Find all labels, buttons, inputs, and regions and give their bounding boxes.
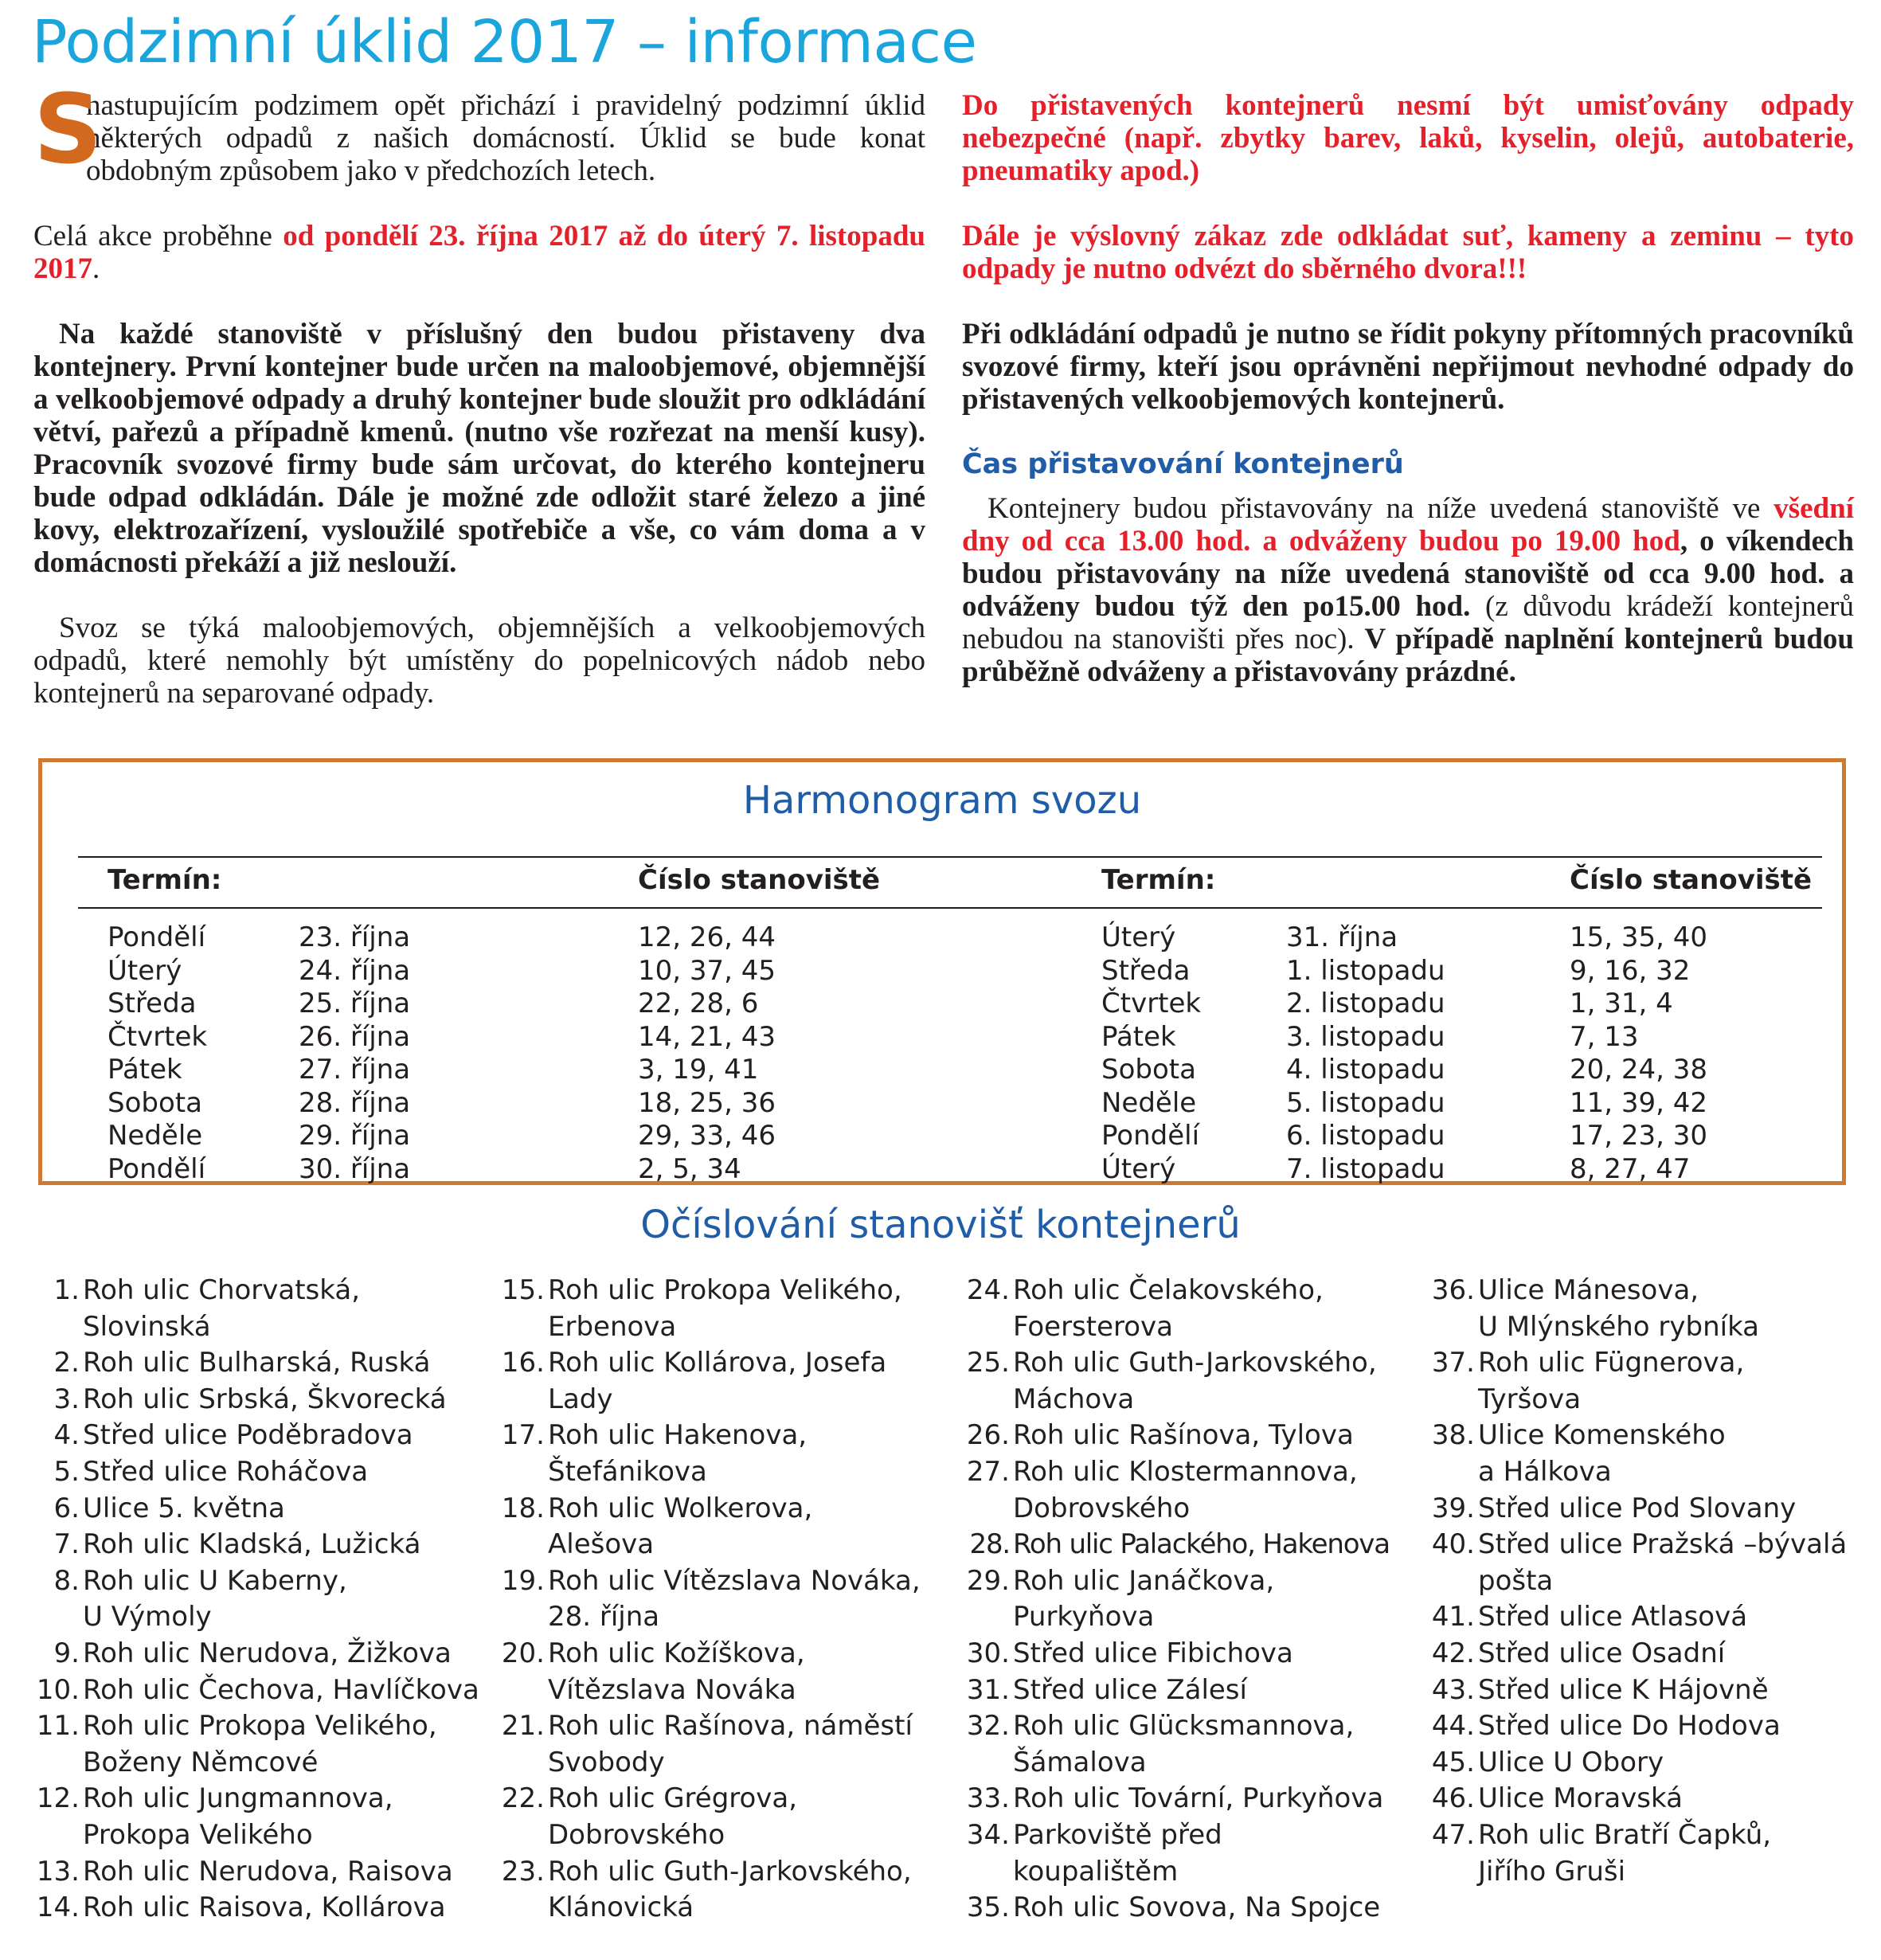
schedule-sites: 7, 13 (1570, 1020, 1639, 1053)
location-line: Ulice Moravská (1478, 1782, 1683, 1815)
location-line: Roh ulic Grégrova, (548, 1782, 798, 1815)
location-item (500, 1345, 921, 1418)
location-item (35, 1708, 479, 1781)
schedule-day: Pátek (1101, 1020, 1176, 1053)
location-line: Roh ulic Čelakovského, (1013, 1274, 1324, 1306)
schedule-sites: 8, 27, 47 (1570, 1152, 1691, 1185)
location-item (965, 1527, 1390, 1563)
schedule-day: Středa (108, 988, 197, 1019)
location-line: Roh ulic Čechova, Havlíčkova (83, 1673, 479, 1706)
location-item (35, 1345, 479, 1382)
location-number: 26. (966, 1419, 1010, 1452)
location-number: 21. (501, 1710, 545, 1743)
location-line: Roh ulic Jungmannova, (83, 1782, 393, 1815)
location-line: Roh ulic Bratří Čapků, (1478, 1818, 1772, 1851)
location-item (35, 1563, 479, 1636)
schedule-date: 4. listopadu (1286, 1054, 1445, 1086)
location-item (500, 1636, 921, 1708)
schedule-date: 28. října (299, 1086, 411, 1119)
location-number: 29. (966, 1564, 1010, 1597)
schedule-left-sites (638, 921, 776, 1186)
location-line: Jiřího Gruši (1478, 1855, 1626, 1888)
location-number: 46. (1431, 1782, 1475, 1815)
dates-suffix: . (92, 252, 100, 285)
location-line: Střed ulice Pražská –bývalá (1478, 1528, 1848, 1561)
schedule-day: Pondělí (108, 1152, 206, 1185)
schedule-date: 24. října (299, 954, 411, 987)
location-item (1430, 1418, 1847, 1490)
locations-column-2 (500, 1273, 921, 1927)
location-line: U Výmoly (83, 1601, 212, 1633)
location-number: 28. (969, 1528, 1010, 1561)
location-number: 16. (501, 1347, 545, 1379)
dates-prefix: Celá akce proběhne (33, 220, 284, 252)
staff-paragraph: Při odkládání odpadů je nutno se řídit pokyny přítomných pracovníků svozové firmy, kteří jsou oprávněni nepřijmout nevhodné odpady do přistavených velkoobjemových kontejnerů. (962, 318, 1854, 416)
location-number: 22. (501, 1782, 545, 1815)
location-line: Střed ulice Atlasová (1478, 1601, 1748, 1633)
location-item (500, 1781, 921, 1853)
schedule-day: Neděle (108, 1120, 203, 1152)
location-number: 14. (36, 1892, 80, 1924)
drop-cap: S (33, 75, 103, 186)
schedule-sites: 12, 26, 44 (638, 921, 776, 953)
location-line: Dobrovského (548, 1818, 725, 1851)
location-line: Purkyňova (1013, 1601, 1155, 1633)
location-line: Roh ulic Fügnerova, (1478, 1347, 1745, 1379)
schedule-day: Neděle (1101, 1086, 1197, 1119)
schedule-date: 7. listopadu (1286, 1152, 1445, 1185)
location-item (965, 1708, 1390, 1781)
location-line: Prokopa Velikého (83, 1818, 313, 1851)
intro-paragraph (33, 75, 925, 187)
containers-paragraph: Na každé stanoviště v příslušný den budou přistaveny dva kontejnery. První kontejner bude určen na maloobjemové, objemnější a velkoobjemové odpady a druhý kontejner bude sloužit pro odkládání větví, pařezů a případně kmenů. (nutno vše rozřezat na menší kusy). Pracovník svozové firmy bude sám určovat, do kterého kontejneru bude odpad odkládán. Dále je možné zde odložit staré železo a jiné kovy, elektrozařízení, vysloužilé spotřebiče a vše, co vám doma a v domácnosti překáží a již neslouží. (33, 318, 925, 579)
schedule-right-dates (1286, 921, 1445, 1186)
schedule-date: 6. listopadu (1286, 1120, 1445, 1152)
schedule-day: Pondělí (108, 921, 206, 953)
rubble-warning: Dále je výslovný zákaz zde odkládat suť, kameny a zeminu – tyto odpady je nutno odvézt do sběrného dvora!!! (962, 220, 1854, 285)
schedule-sites: 11, 39, 42 (1570, 1086, 1708, 1119)
location-line: Střed ulice Osadní (1478, 1637, 1726, 1669)
location-item (500, 1563, 921, 1636)
location-item (35, 1672, 479, 1709)
location-line: Roh ulic Chorvatská, (83, 1274, 361, 1306)
location-line: Roh ulic Kožíškova, (548, 1637, 805, 1669)
schedule-sites: 17, 23, 30 (1570, 1120, 1708, 1152)
location-line: Roh ulic Glücksmannova, (1013, 1710, 1355, 1743)
location-line: Svobody (548, 1746, 665, 1778)
location-item (965, 1345, 1390, 1418)
schedule-rule-top (78, 856, 1822, 858)
schedule-day: Sobota (108, 1086, 202, 1119)
location-item (965, 1817, 1390, 1890)
location-line: Roh ulic Raisova, Kollárova (83, 1892, 446, 1924)
location-number: 9. (53, 1637, 80, 1669)
dates-highlight: od pondělí 23. října 2017 až do úterý 7. listopadu 2017 (33, 220, 925, 285)
times-heading: Čas přistavování kontejnerů (962, 448, 1404, 480)
location-item (1430, 1273, 1847, 1345)
location-item (500, 1708, 921, 1781)
location-line: Máchova (1013, 1383, 1135, 1415)
location-line: Erbenova (548, 1310, 677, 1343)
location-line: Střed ulice Zálesí (1013, 1673, 1247, 1706)
location-item (965, 1890, 1390, 1927)
right-column (962, 89, 1854, 721)
schedule-date: 27. října (299, 1054, 411, 1086)
schedule-title: Harmonogram svozu (742, 778, 1142, 823)
location-item (35, 1527, 479, 1563)
location-item (35, 1854, 479, 1891)
location-line: Roh ulic Prokopa Velikého, (548, 1274, 902, 1306)
locations-column-1 (35, 1273, 479, 1927)
schedule-day: Sobota (1101, 1054, 1196, 1086)
location-line: a Hálkova (1478, 1455, 1612, 1488)
location-item (965, 1418, 1390, 1454)
schedule-date: 3. listopadu (1286, 1020, 1445, 1053)
times-paragraph (962, 492, 1854, 688)
schedule-sites: 20, 24, 38 (1570, 1054, 1708, 1086)
schedule-sites: 15, 35, 40 (1570, 921, 1708, 953)
location-number: 38. (1431, 1419, 1475, 1452)
location-line: Roh ulic Nerudova, Žižkova (83, 1637, 452, 1669)
location-number: 18. (501, 1492, 545, 1524)
location-line: Lady (548, 1383, 613, 1415)
location-item (1430, 1345, 1847, 1418)
location-line: Roh ulic Hakenova, (548, 1419, 808, 1452)
location-number: 8. (53, 1564, 80, 1597)
location-item (500, 1491, 921, 1563)
schedule-sites: 18, 25, 36 (638, 1086, 776, 1119)
location-item (35, 1636, 479, 1672)
location-number: 34. (966, 1818, 1010, 1851)
location-number: 20. (501, 1637, 545, 1669)
location-line: Roh ulic Srbská, Škvorecká (83, 1383, 447, 1415)
location-line: Střed ulice Do Hodova (1478, 1710, 1781, 1743)
schedule-left-dates (299, 921, 410, 1186)
location-number: 42. (1431, 1637, 1475, 1669)
location-number: 12. (36, 1782, 80, 1815)
location-line: Roh ulic Kladská, Lužická (83, 1528, 421, 1561)
location-line: Slovinská (83, 1310, 211, 1343)
location-item (1430, 1636, 1847, 1672)
location-number: 33. (966, 1782, 1010, 1815)
times-full-note: V případě naplnění kontejnerů budou průběžně odváženy a přistavovány prázdné. (962, 623, 1854, 688)
location-number: 32. (966, 1710, 1010, 1743)
location-number: 36. (1431, 1274, 1475, 1306)
location-line: Střed ulice Pod Slovany (1478, 1492, 1797, 1524)
schedule-date: 25. října (299, 988, 411, 1019)
schedule-sites: 1, 31, 4 (1570, 988, 1673, 1019)
location-item (500, 1854, 921, 1927)
schedule-date: 23. října (299, 921, 411, 953)
location-item (965, 1781, 1390, 1817)
location-number: 37. (1431, 1347, 1475, 1379)
location-number: 23. (501, 1855, 545, 1888)
location-number: 2. (53, 1347, 80, 1379)
location-number: 4. (53, 1419, 80, 1452)
schedule-date: 26. října (299, 1020, 411, 1053)
schedule-day: Čtvrtek (108, 1020, 208, 1053)
location-line: Roh ulic Rašínova, Tylova (1013, 1419, 1354, 1452)
location-number: 15. (501, 1274, 545, 1306)
location-number: 30. (966, 1637, 1010, 1669)
location-line: Roh ulic Bulharská, Ruská (83, 1347, 431, 1379)
schedule-header-term-right: Termín: (1101, 864, 1216, 896)
schedule-day: Pondělí (1101, 1120, 1200, 1152)
locations-title: Očíslování stanovišť kontejnerů (640, 1203, 1241, 1247)
schedule-date: 30. října (299, 1152, 411, 1185)
schedule-day: Čtvrtek (1101, 988, 1202, 1019)
location-line: Parkoviště před (1013, 1818, 1222, 1851)
location-item (500, 1273, 921, 1345)
location-number: 27. (966, 1455, 1010, 1488)
page-title: Podzimní úklid 2017 – informace (32, 8, 977, 76)
location-line: Roh ulic Nerudova, Raisova (83, 1855, 453, 1888)
location-number: 25. (966, 1347, 1010, 1379)
location-item (965, 1636, 1390, 1672)
location-number: 35. (966, 1892, 1010, 1924)
location-number: 44. (1431, 1710, 1475, 1743)
location-line: Roh ulic Guth-Jarkovského, (548, 1855, 912, 1888)
schedule-sites: 29, 33, 46 (638, 1120, 776, 1152)
schedule-rule-bottom (78, 907, 1822, 909)
location-line: U Mlýnského rybníka (1478, 1310, 1760, 1343)
location-line: Roh ulic Wolkerova, (548, 1492, 813, 1524)
location-item (35, 1491, 479, 1528)
location-number: 10. (36, 1673, 80, 1706)
schedule-sites: 9, 16, 32 (1570, 954, 1691, 987)
location-item (35, 1418, 479, 1454)
location-line: Alešova (548, 1528, 655, 1561)
left-column (33, 75, 925, 742)
location-item (1430, 1745, 1847, 1782)
schedule-left-days (108, 921, 207, 1186)
schedule-day: Úterý (108, 954, 182, 987)
schedule-right-days (1101, 921, 1201, 1186)
locations-column-4 (1430, 1273, 1847, 1890)
location-line: Střed ulice Fibichova (1013, 1637, 1293, 1669)
location-item (1430, 1817, 1847, 1890)
location-number: 5. (53, 1455, 80, 1488)
location-number: 13. (36, 1855, 80, 1888)
intro-text: nastupujícím podzimem opět přichází i pravidelný podzimní úklid některých odpadů z našich domácností. Úklid se bude konat obdobným způsobem jako v předchozích letech. (86, 89, 925, 187)
location-line: Tyršova (1478, 1383, 1582, 1415)
schedule-header-term-left: Termín: (108, 864, 222, 896)
location-line: Ulice U Obory (1478, 1746, 1664, 1778)
location-line: Roh ulic Sovova, Na Spojce (1013, 1892, 1381, 1924)
location-item (965, 1672, 1390, 1709)
schedule-sites: 2, 5, 34 (638, 1152, 741, 1185)
location-line: Foersterova (1013, 1310, 1173, 1343)
location-line: Roh ulic Klostermannova, (1013, 1455, 1358, 1488)
hazardous-warning: Do přistavených kontejnerů nesmí být umisťovány odpady nebezpečné (např. zbytky barev, laků, kyselin, olejů, autobaterie, pneumatiky apod.) (962, 89, 1854, 187)
location-line: Roh ulic Janáčkova, (1013, 1564, 1275, 1597)
location-line: Štefánikova (548, 1455, 707, 1488)
location-item (500, 1418, 921, 1490)
location-number: 43. (1431, 1673, 1475, 1706)
location-line: Roh ulic U Kaberny, (83, 1564, 347, 1597)
location-item (35, 1781, 479, 1853)
locations-column-3 (965, 1273, 1390, 1927)
location-number: 3. (53, 1383, 80, 1415)
dates-paragraph (33, 220, 925, 285)
location-line: Roh ulic Tovární, Purkyňova (1013, 1782, 1384, 1815)
times-theft-note: (z důvodu krádeží kontejnerů nebudou na stanovišti přes noc). (962, 590, 1854, 655)
location-line: Šámalova (1013, 1746, 1147, 1778)
location-line: Roh ulic Guth-Jarkovského, (1013, 1347, 1377, 1379)
location-number: 31. (966, 1673, 1010, 1706)
location-line: Roh ulic Kollárova, Josefa (548, 1347, 887, 1379)
schedule-sites: 14, 21, 43 (638, 1020, 776, 1053)
location-item (1430, 1491, 1847, 1528)
location-number: 1. (53, 1274, 80, 1306)
schedule-day: Úterý (1101, 921, 1176, 953)
location-item (35, 1890, 479, 1927)
location-item (1430, 1527, 1847, 1599)
location-number: 19. (501, 1564, 545, 1597)
location-line: Střed ulice K Hájovně (1478, 1673, 1769, 1706)
location-line: Klánovická (548, 1892, 694, 1924)
location-line: Roh ulic Palackého, Hakenova (1013, 1528, 1390, 1561)
location-number: 41. (1431, 1601, 1475, 1633)
location-number: 39. (1431, 1492, 1475, 1524)
location-number: 7. (53, 1528, 80, 1561)
times-weekday-highlight: všední dny od cca 13.00 hod. a odváženy budou po 19.00 hod (962, 492, 1854, 557)
schedule-day: Středa (1101, 954, 1191, 987)
schedule-header-site-right: Číslo stanoviště (1570, 864, 1813, 896)
schedule-day: Úterý (1101, 1152, 1176, 1185)
location-number: 17. (501, 1419, 545, 1452)
schedule-date: 31. října (1286, 921, 1398, 953)
location-line: Ulice 5. května (83, 1492, 285, 1524)
times-text-1: Kontejnery budou přistavovány na níže uvedená stanoviště ve (987, 492, 1774, 525)
schedule-box (38, 758, 1846, 1185)
schedule-header-site-left: Číslo stanoviště (638, 864, 881, 896)
location-item (1430, 1672, 1847, 1709)
location-item (35, 1382, 479, 1418)
location-number: 45. (1431, 1746, 1475, 1778)
schedule-date: 5. listopadu (1286, 1086, 1445, 1119)
location-item (1430, 1599, 1847, 1636)
location-line: Vítězslava Nováka (548, 1673, 796, 1706)
location-line: 28. října (548, 1601, 660, 1633)
location-line: koupalištěm (1013, 1855, 1179, 1888)
schedule-right-sites (1570, 921, 1707, 1186)
location-item (965, 1454, 1390, 1527)
location-number: 6. (53, 1492, 80, 1524)
location-line: Ulice Komenského (1478, 1419, 1726, 1452)
location-number: 11. (36, 1710, 80, 1743)
location-item (1430, 1781, 1847, 1817)
location-item (965, 1563, 1390, 1636)
location-item (35, 1273, 479, 1345)
location-line: Střed ulice Roháčova (83, 1455, 369, 1488)
schedule-date: 29. října (299, 1120, 411, 1152)
location-item (965, 1273, 1390, 1345)
schedule-sites: 3, 19, 41 (638, 1054, 759, 1086)
schedule-day: Pátek (108, 1054, 182, 1086)
times-weekend-text: , o víkendech budou přistavovány na níže uvedená stanoviště od cca 9.00 hod. a odváženy budou týž den po15.00 hod. (962, 525, 1854, 623)
location-line: Ulice Mánesova, (1478, 1274, 1699, 1306)
location-line: pošta (1478, 1564, 1554, 1597)
schedule-date: 1. listopadu (1286, 954, 1445, 987)
schedule-sites: 10, 37, 45 (638, 954, 776, 987)
location-item (35, 1454, 479, 1491)
location-line: Střed ulice Poděbradova (83, 1419, 413, 1452)
location-number: 40. (1431, 1528, 1475, 1561)
location-line: Roh ulic Rašínova, náměstí (548, 1710, 913, 1743)
location-number: 47. (1431, 1818, 1475, 1851)
location-line: Dobrovského (1013, 1492, 1191, 1524)
location-line: Boženy Němcové (83, 1746, 319, 1778)
location-line: Roh ulic Vítězslava Nováka, (548, 1564, 921, 1597)
schedule-sites: 22, 28, 6 (638, 988, 759, 1019)
schedule-date: 2. listopadu (1286, 988, 1445, 1019)
location-number: 24. (966, 1274, 1010, 1306)
location-line: Roh ulic Prokopa Velikého, (83, 1710, 437, 1743)
location-item (1430, 1708, 1847, 1745)
scope-paragraph: Svoz se týká maloobjemových, objemnějších a velkoobjemových odpadů, které nemohly být umístěny do popelnicových nádob nebo kontejnerů na separované odpady. (33, 612, 925, 710)
